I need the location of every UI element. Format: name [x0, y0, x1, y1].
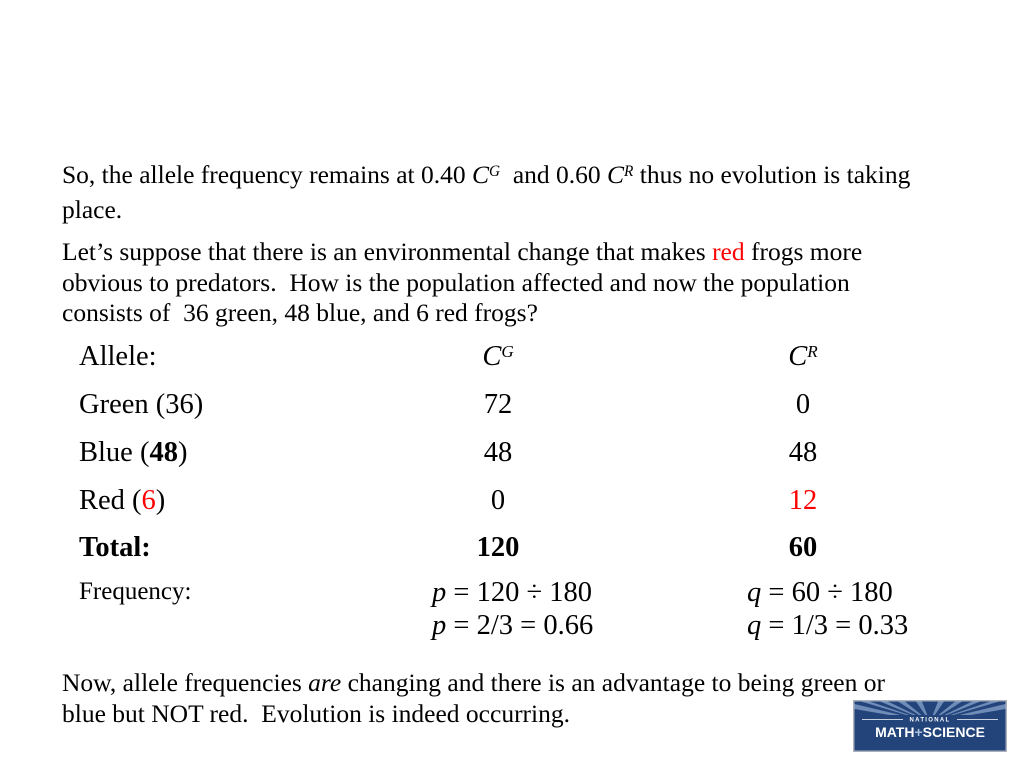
red-cg-count: 0: [490, 485, 506, 516]
column-header-cg: [398, 340, 598, 377]
paragraph-no-evolution: [62, 160, 924, 225]
column-header-cr-base: C: [788, 341, 808, 372]
green-cg-count: 72: [483, 389, 513, 420]
logo-wordmark-math: MATH: [875, 724, 915, 740]
column-header-cg-superscript: G: [501, 341, 514, 361]
formula-line: [747, 609, 908, 642]
formula-line: [432, 576, 593, 609]
blue-label-close: ): [177, 437, 188, 468]
blue-frog-count: 48: [149, 437, 178, 468]
column-header-cr: [703, 340, 903, 377]
formula-variable: p: [432, 610, 447, 641]
total-label: Total:: [79, 532, 151, 563]
allele-cr-superscript: R: [624, 162, 634, 180]
blue-label: [79, 436, 187, 470]
table-row-total: [0, 531, 1024, 565]
table-header-row: [0, 340, 1024, 374]
red-label-close: ): [155, 485, 166, 516]
logo-tagline: NATIONAL: [909, 717, 951, 724]
formula-line: [747, 576, 908, 609]
paragraph-evolution-occurring: [62, 668, 924, 729]
national-math-science-logo: [853, 700, 1007, 752]
logo-wordmark: [875, 724, 985, 740]
formula-variable: p: [432, 577, 447, 608]
allele-cg-superscript: G: [489, 162, 501, 180]
highlighted-word-red: red: [712, 237, 745, 266]
paragraph-1-text-start: So, the allele frequency remains at 0.40: [62, 160, 472, 189]
formula-line: [432, 609, 593, 642]
paragraph-1-text-end: thus no evolution is taking place.: [62, 160, 917, 224]
allele-cr-symbol: [607, 160, 633, 189]
table-row-blue: [0, 436, 1024, 470]
allele-cr-base: C: [607, 160, 625, 189]
red-frog-count: 6: [141, 485, 156, 516]
total-cg-count: 120: [476, 532, 520, 563]
logo-wordmark-science: SCIENCE: [922, 724, 985, 740]
formula-variable: q: [747, 610, 762, 641]
formula-expression: = 1/3 = 0.33: [761, 610, 909, 641]
allele-cg-base: C: [471, 160, 489, 189]
formula-expression: = 120 ÷ 180: [446, 577, 592, 608]
paragraph-1-text-middle: and 0.60: [500, 160, 608, 189]
green-cr-count: 0: [795, 389, 811, 420]
frequency-p-formula: [432, 576, 593, 642]
formula-variable: q: [747, 577, 762, 608]
green-label: Green (36): [79, 389, 204, 420]
frequency-label: Frequency:: [79, 578, 192, 605]
emphasized-word-are: are: [308, 668, 342, 697]
table-row-green: [0, 388, 1024, 422]
frequency-q-formula: [747, 576, 908, 642]
table-row-red: [0, 484, 1024, 518]
total-cr-count: 60: [788, 532, 818, 563]
paragraph-2-text-start: Let’s suppose that there is an environmental change that makes: [62, 237, 713, 266]
blue-label-text: Blue (: [79, 437, 150, 468]
allele-cg-symbol: [472, 160, 500, 189]
allele-column-label: Allele:: [79, 341, 157, 372]
red-cr-count: 12: [788, 485, 818, 516]
blue-cg-count: 48: [483, 437, 513, 468]
formula-expression: = 60 ÷ 180: [761, 577, 893, 608]
red-label: [79, 484, 165, 518]
formula-expression: = 2/3 = 0.66: [446, 610, 594, 641]
logo-wordmark-plus: +: [914, 724, 923, 740]
red-label-text: Red (: [79, 485, 142, 516]
paragraph-3-text-end: changing and there is an advantage to being green or blue but NOT red. Evolution is indeed occurring.: [62, 668, 892, 728]
blue-cr-count: 48: [788, 437, 818, 468]
paragraph-environmental-change: [62, 237, 924, 329]
paragraph-3-text-start: Now, allele frequencies: [62, 668, 309, 697]
column-header-cg-base: C: [482, 341, 502, 372]
column-header-cr-superscript: R: [807, 341, 818, 361]
paragraph-2-text-end: frogs more obvious to predators. How is the population affected and now the population consists of 36 green, 48 blue, and 6 red frogs?: [62, 237, 869, 328]
